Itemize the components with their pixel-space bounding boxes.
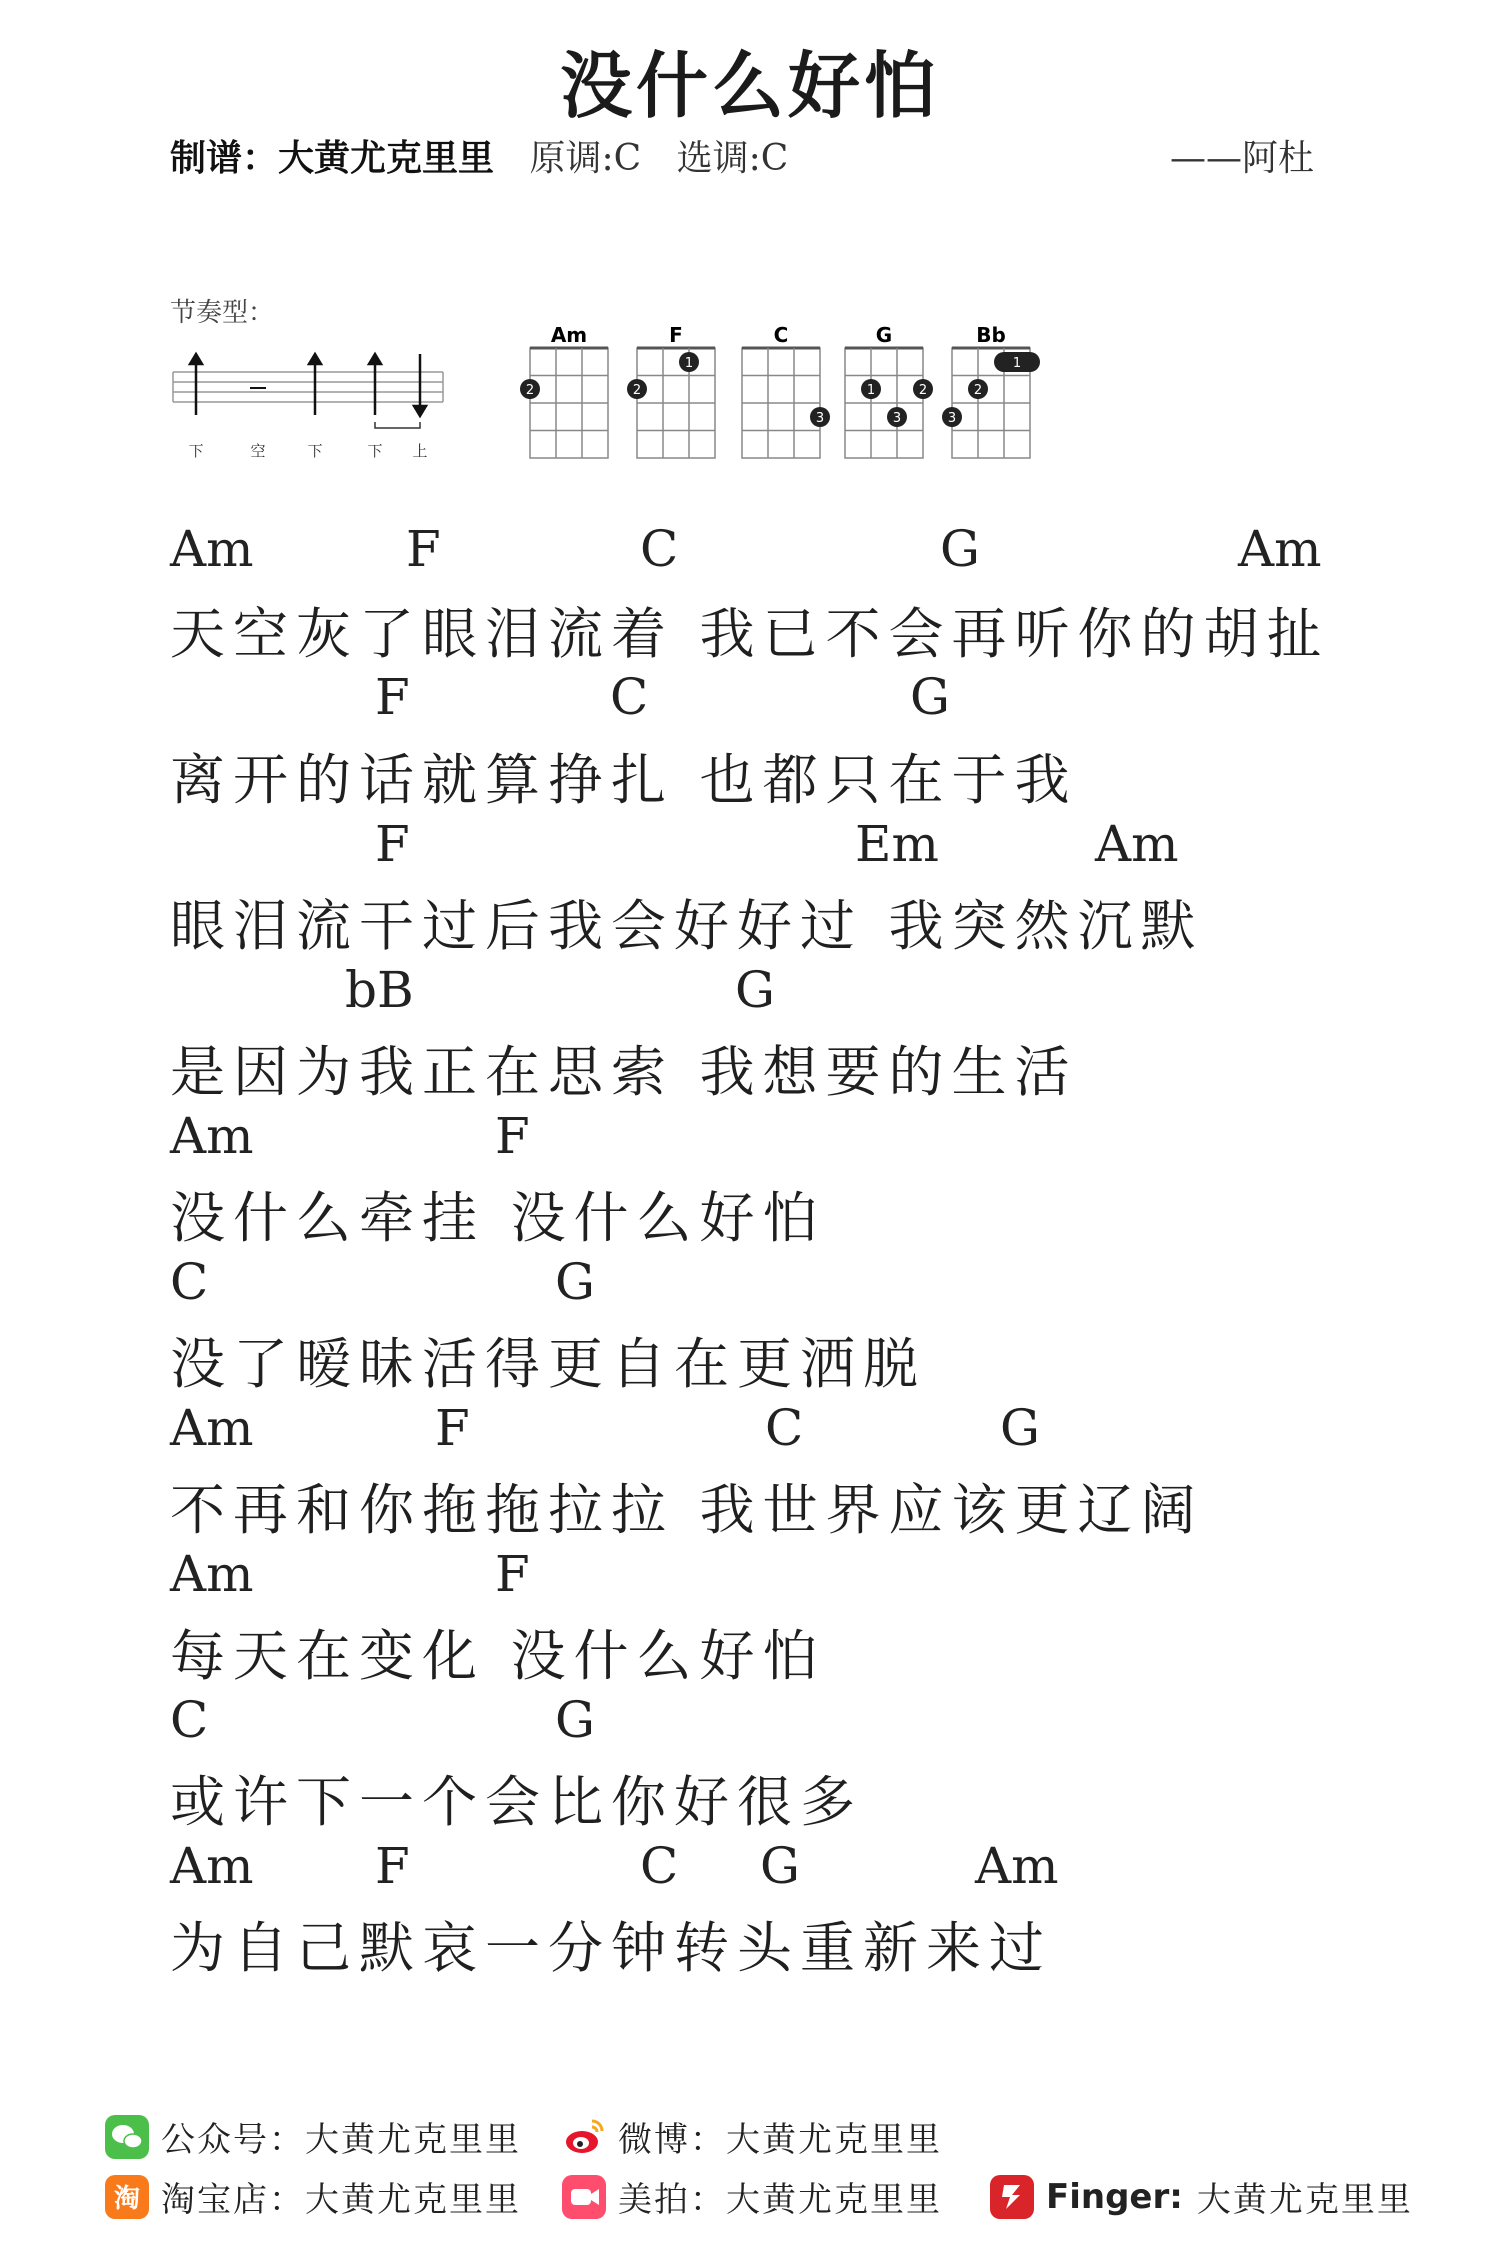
song-title: 没什么好怕 — [559, 44, 940, 128]
lyric-line-8: 每天在变化 没什么好怕 — [170, 1624, 826, 1688]
chord-symbol: F — [435, 1399, 470, 1457]
chord-symbol: F — [406, 520, 441, 578]
eighth-bracket — [375, 422, 420, 428]
chord-symbol: C — [610, 668, 649, 726]
svg-text:3: 3 — [815, 411, 825, 426]
stroke-label: 上 — [412, 442, 428, 460]
chord-diagram-bb — [942, 323, 1040, 458]
barre-dot — [994, 352, 1040, 372]
rhythm-staff — [173, 372, 443, 402]
svg-text:3: 3 — [892, 411, 902, 426]
meipai-account: 美拍：大黄尤克里里 — [618, 2180, 942, 2220]
chord-line-9 — [170, 1691, 1370, 1761]
arranger: 制谱：大黄尤克里里 — [170, 138, 495, 179]
finger-dot — [810, 407, 830, 427]
svg-text:1: 1 — [866, 383, 876, 398]
chord-symbol: G — [735, 961, 775, 1019]
chord-diagram-f — [627, 323, 715, 458]
taobao-icon — [105, 2175, 149, 2219]
wechat-icon — [105, 2115, 149, 2159]
svg-text:2: 2 — [918, 383, 928, 398]
weibo-account: 微博：大黄尤克里里 — [618, 2120, 942, 2160]
footer-meipai — [562, 2172, 942, 2221]
svg-text:2: 2 — [973, 383, 983, 398]
finger-label: Finger: — [1046, 2176, 1183, 2217]
chord-line-1 — [170, 520, 1370, 590]
down-stroke-arrow-2 — [309, 354, 321, 415]
chord-symbol: G — [1000, 1399, 1040, 1457]
finger-dot — [679, 352, 699, 372]
lyric-line-9: 或许下一个会比你好很多 — [170, 1770, 864, 1834]
lyric-line-5: 没什么牵挂 没什么好怕 — [170, 1186, 826, 1250]
finger-dot — [520, 379, 540, 399]
chord-symbol: Am — [170, 1545, 254, 1603]
svg-text:1: 1 — [684, 356, 694, 371]
footer-wechat — [105, 2112, 521, 2161]
lyric-line-3: 眼泪流干过后我会好好过 我突然沉默 — [170, 894, 1204, 958]
stroke-label: 空 — [250, 442, 266, 460]
lyric-line-4: 是因为我正在思索 我想要的生活 — [170, 1040, 1078, 1104]
rhythm-pattern — [168, 350, 458, 470]
chord-diagram-c — [742, 323, 830, 458]
finger-dot — [942, 407, 962, 427]
chord-symbol: C — [170, 1253, 209, 1311]
stroke-label: 下 — [188, 442, 204, 460]
chord-symbol: F — [495, 1545, 530, 1603]
footer-weibo — [562, 2112, 942, 2161]
chord-diagrams — [520, 318, 1050, 478]
footer-taobao — [105, 2172, 521, 2221]
weibo-icon — [562, 2115, 606, 2159]
chord-symbol: C — [640, 1837, 679, 1895]
chord-line-3 — [170, 815, 1370, 885]
chord-symbol: G — [910, 668, 950, 726]
chord-line-5 — [170, 1107, 1370, 1177]
chord-symbol: Am — [1238, 520, 1322, 578]
chord-symbol: Am — [975, 1837, 1059, 1895]
chord-line-4 — [170, 961, 1370, 1031]
chord-symbol: F — [375, 668, 410, 726]
chord-symbol: Am — [1095, 815, 1179, 873]
chord-symbol: G — [555, 1253, 595, 1311]
meipai-icon — [562, 2175, 606, 2219]
chord-diagram-name: Am — [550, 323, 588, 347]
chord-symbol: G — [760, 1837, 800, 1895]
chord-line-6 — [170, 1253, 1370, 1323]
song-meta — [170, 130, 788, 181]
lyric-line-6: 没了暧昧活得更自在更洒脱 — [170, 1332, 927, 1396]
finger-dot — [887, 407, 907, 427]
chord-symbol: F — [375, 815, 410, 873]
lyric-line-10: 为自己默哀一分钟转头重新来过 — [170, 1916, 1053, 1980]
chord-symbol: F — [495, 1107, 530, 1165]
finger-account: 大黄尤克里里 — [1196, 2180, 1413, 2220]
chord-symbol: G — [555, 1691, 595, 1749]
chord-diagram-name: C — [773, 323, 789, 347]
chord-symbol: C — [640, 520, 679, 578]
stroke-label: 下 — [307, 442, 323, 460]
chord-line-7 — [170, 1399, 1370, 1469]
original-key: 原调:C — [529, 138, 642, 179]
down-stroke-arrow-3 — [369, 354, 381, 415]
svg-text:淘: 淘 — [113, 2183, 141, 2214]
chord-symbol: C — [765, 1399, 804, 1457]
chord-diagram-am — [520, 323, 608, 458]
lyric-line-7: 不再和你拖拖拉拉 我世界应该更辽阔 — [170, 1478, 1204, 1542]
artist: ——阿杜 — [1170, 138, 1315, 179]
finger-dot — [627, 379, 647, 399]
lyric-line-2: 离开的话就算挣扎 也都只在于我 — [170, 748, 1078, 812]
finger-dot — [913, 379, 933, 399]
chord-line-2 — [170, 668, 1370, 738]
chord-symbol: F — [375, 1837, 410, 1895]
chord-symbol: C — [170, 1691, 209, 1749]
svg-text:2: 2 — [632, 383, 642, 398]
chord-diagram-g — [845, 323, 933, 458]
chord-symbol: Am — [170, 1837, 254, 1895]
chord-symbol: G — [940, 520, 980, 578]
chord-symbol: bB — [345, 961, 414, 1019]
footer-finger — [990, 2172, 1413, 2221]
chord-diagram-name: G — [875, 323, 893, 347]
stroke-label: 下 — [367, 442, 383, 460]
lyric-line-1: 天空灰了眼泪流着 我已不会再听你的胡扯 — [170, 602, 1330, 666]
finger-dot — [861, 379, 881, 399]
chord-symbol: Am — [170, 1107, 254, 1165]
down-stroke-arrow-1 — [190, 354, 202, 415]
chord-diagram-name: Bb — [976, 323, 1006, 347]
chord-line-10 — [170, 1837, 1370, 1907]
svg-text:3: 3 — [947, 411, 957, 426]
rhythm-label: 节奏型： — [170, 298, 275, 328]
finger-dot — [968, 379, 988, 399]
wechat-account: 公众号：大黄尤克里里 — [161, 2120, 521, 2160]
taobao-account: 淘宝店：大黄尤克里里 — [161, 2180, 521, 2220]
chord-diagram-name: F — [669, 323, 683, 347]
chord-symbol: Em — [855, 815, 939, 873]
svg-text:1: 1 — [1012, 356, 1022, 371]
svg-text:2: 2 — [525, 383, 535, 398]
finger-app-icon — [990, 2175, 1034, 2219]
chord-symbol: Am — [170, 1399, 254, 1457]
selected-key: 选调:C — [676, 138, 789, 179]
chord-symbol: Am — [170, 520, 254, 578]
up-stroke-arrow — [414, 354, 426, 416]
chord-line-8 — [170, 1545, 1370, 1615]
